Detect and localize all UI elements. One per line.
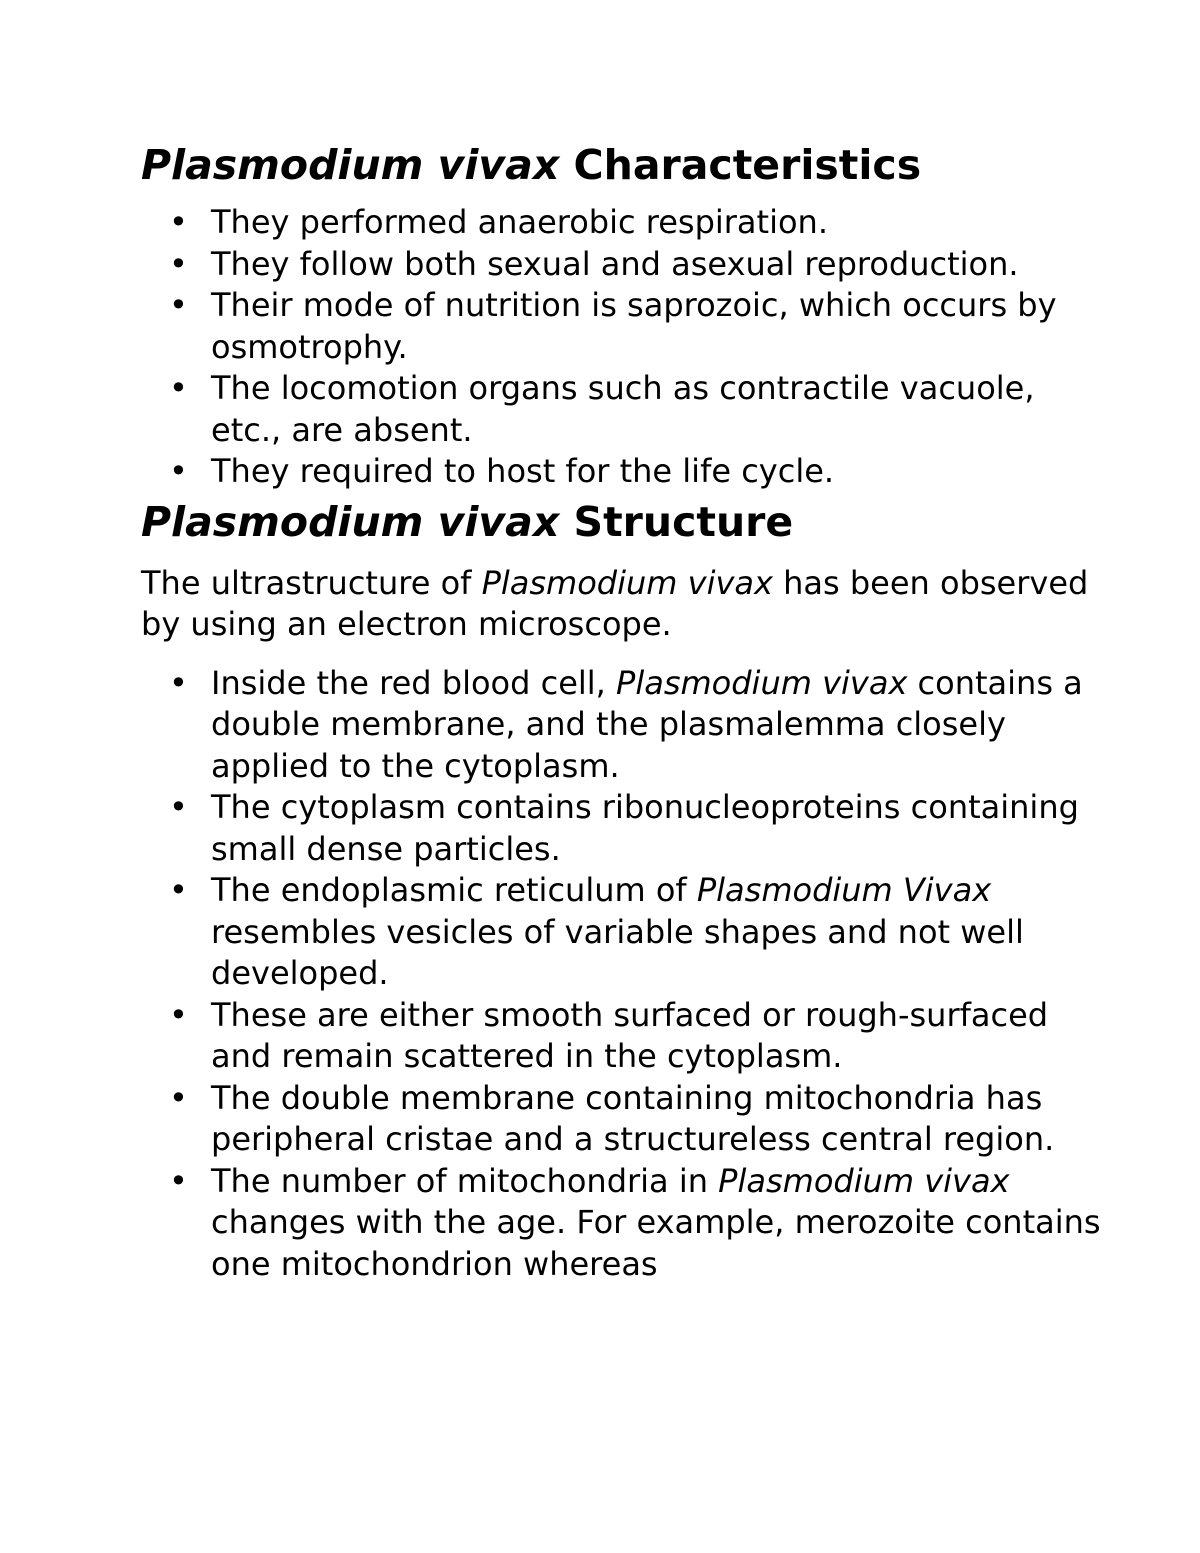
bullet-glyph: • xyxy=(169,788,188,826)
list-item-text: Inside the red blood cell, xyxy=(211,663,617,702)
characteristics-heading xyxy=(141,136,1101,194)
heading-species-name: Plasmodium vivax xyxy=(141,497,560,546)
list-item-text: They required to host for the life cycle. xyxy=(211,452,835,490)
bullet-glyph: • xyxy=(169,452,188,490)
list-item xyxy=(141,451,1101,493)
list-item xyxy=(141,787,1101,870)
bullet-glyph: • xyxy=(169,286,188,324)
structure-heading xyxy=(141,493,1101,551)
list-item xyxy=(141,285,1101,368)
list-item-text: The cytoplasm contains ribonucleoproteins containing small dense particles. xyxy=(211,788,1079,868)
bullet-glyph: • xyxy=(169,244,188,283)
list-item xyxy=(141,663,1101,788)
list-item xyxy=(141,1161,1101,1286)
heading-suffix: Structure xyxy=(559,497,794,546)
list-item-text: resembles vesicles of variable shapes and not well developed. xyxy=(211,912,1024,992)
bullet-glyph: • xyxy=(169,871,188,909)
list-item-text: The double membrane containing mitochondria has peripheral cristae and a structureless central region. xyxy=(211,1078,1055,1158)
list-item xyxy=(141,1078,1101,1161)
list-item-text: contains a double membrane, and the plasmalemma closely applied to the cytoplasm. xyxy=(211,663,1083,785)
bullet-glyph: • xyxy=(169,1161,188,1200)
list-item xyxy=(141,202,1101,244)
list-item-text: The locomotion organs such as contractile vacuole, etc., are absent. xyxy=(211,369,1035,449)
list-item xyxy=(141,244,1101,286)
list-item-text: They performed anaerobic respiration. xyxy=(211,203,828,241)
intro-text: The ultrastructure of xyxy=(141,563,482,602)
intro-species-name: Plasmodium vivax xyxy=(481,563,773,602)
bullet-glyph: • xyxy=(169,369,188,407)
characteristics-list xyxy=(141,202,1101,493)
bullet-glyph: • xyxy=(169,663,188,702)
list-item xyxy=(141,995,1101,1078)
bullet-glyph: • xyxy=(169,1078,188,1117)
bullet-glyph: • xyxy=(169,995,188,1034)
heading-suffix: Characteristics xyxy=(559,141,922,189)
list-item-text: These are either smooth surfaced or rough-surfaced and remain scattered in the cytoplasm. xyxy=(211,995,1049,1075)
bullet-glyph: • xyxy=(169,203,188,241)
list-item-text: The number of mitochondria in xyxy=(211,1161,719,1200)
list-item xyxy=(141,870,1101,995)
list-item-species-name: Plasmodium vivax xyxy=(718,1161,1010,1200)
structure-list xyxy=(141,663,1101,1286)
list-item-text: changes with the age. For example, merozoite contains one mitochondrion whereas xyxy=(211,1203,1101,1283)
intro-text: has been observed by using an electron microscope. xyxy=(141,563,1089,643)
list-item xyxy=(141,368,1101,451)
structure-intro-paragraph xyxy=(141,563,1101,646)
list-item-text: They follow both sexual and asexual reproduction. xyxy=(211,244,1019,283)
list-item-text: Their mode of nutrition is saprozoic, which occurs by osmotrophy. xyxy=(211,286,1057,366)
list-item-text: The endoplasmic reticulum of xyxy=(211,871,697,909)
document-content xyxy=(141,136,1101,1285)
list-item-species-name: Plasmodium Vivax xyxy=(696,871,992,909)
heading-species-name: Plasmodium vivax xyxy=(141,141,560,189)
list-item-species-name: Plasmodium vivax xyxy=(616,663,908,702)
